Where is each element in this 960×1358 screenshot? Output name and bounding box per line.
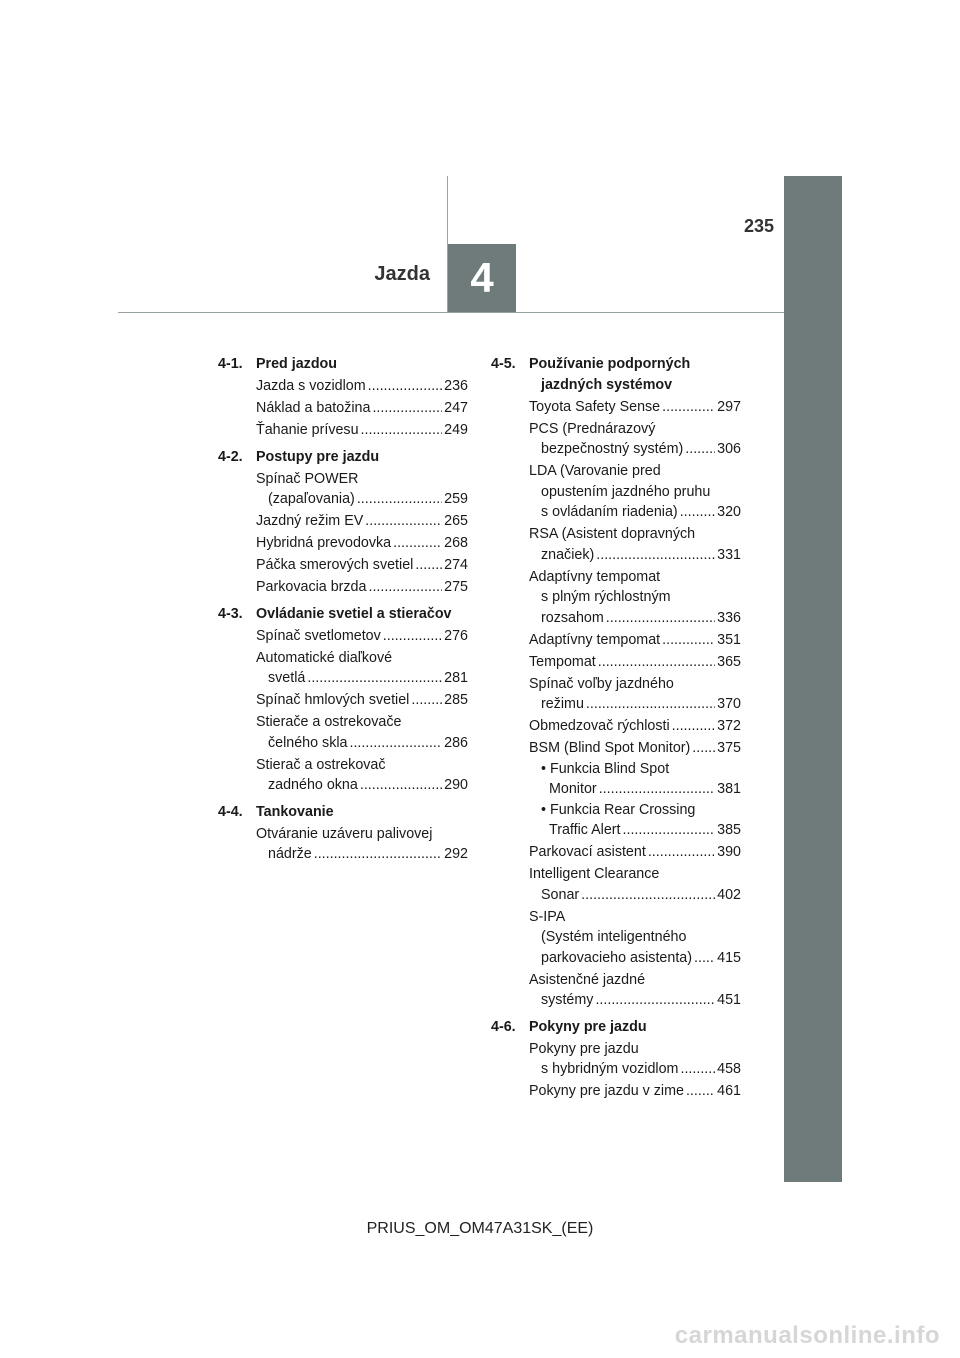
section-number: 4-6. (491, 1018, 516, 1035)
entry-title: Jazda s vozidlom (256, 378, 366, 394)
entry-page: 336 (717, 609, 741, 626)
toc-entry[interactable] (218, 469, 468, 510)
toc-section-heading[interactable] (491, 1017, 741, 1038)
entry-page: 320 (717, 504, 741, 520)
toc-entry[interactable] (218, 555, 468, 576)
entry-title: Asistenčné jazdné (529, 971, 646, 988)
entry-page: 249 (444, 422, 468, 438)
entry-title-cont: bezpečnostný systém) (541, 441, 684, 457)
entry-page: 370 (717, 696, 741, 712)
entry-title-cont: svetlá (268, 670, 306, 686)
toc-section-heading[interactable] (218, 354, 468, 375)
entry-title: Obmedzovač rýchlosti (529, 718, 670, 734)
toc-left-column (218, 354, 468, 865)
entry-title-cont: zadného okna (268, 777, 358, 793)
entry-page: 297 (717, 398, 741, 415)
entry-title-cont: rozsahom (541, 609, 604, 626)
toc-entry[interactable] (218, 626, 468, 647)
entry-title: Hybridná prevodovka (256, 535, 392, 551)
entry-page: 281 (444, 670, 468, 686)
toc-entry[interactable] (491, 716, 741, 737)
entry-title: Adaptívny tempomat (529, 631, 661, 648)
entry-title-cont: nádrže (268, 846, 312, 862)
toc-entry[interactable] (218, 398, 468, 419)
header-horizontal-rule (118, 312, 784, 313)
entry-title: BSM (Blind Spot Monitor) (529, 740, 691, 756)
entry-page: 286 (444, 734, 468, 751)
toc-entry[interactable] (218, 712, 468, 753)
entry-title: Spínač hmlových svetiel (256, 692, 410, 708)
entry-title: Stierač a ostrekovač (256, 756, 386, 773)
entry-title: Parkovacia brzda (256, 579, 367, 595)
entry-page: 274 (444, 557, 468, 573)
toc-entry[interactable] (218, 420, 468, 441)
entry-page: 306 (717, 441, 741, 457)
toc-entry[interactable] (491, 567, 741, 629)
toc-entry[interactable] (491, 461, 741, 523)
toc-entry[interactable] (491, 738, 741, 841)
entry-title: S-IPA (529, 908, 566, 925)
entry-title: RSA (Asistent dopravných (529, 526, 696, 542)
toc-entry[interactable] (491, 674, 741, 715)
section-number: 4-5. (491, 356, 516, 372)
toc-entry[interactable] (491, 630, 741, 651)
section-title-line: jazdných systémov (541, 376, 673, 393)
entry-page: 265 (444, 513, 468, 529)
entry-bullet: • Funkcia Rear Crossing (541, 801, 696, 818)
entry-title-cont: značiek) (541, 546, 595, 563)
entry-page: 276 (444, 627, 468, 644)
entry-title-cont: (zapaľovania) (268, 491, 355, 507)
entry-page: 259 (444, 491, 468, 507)
toc-entry[interactable] (491, 652, 741, 673)
toc-entry[interactable] (491, 1081, 741, 1102)
entry-page: 292 (444, 846, 468, 862)
entry-page: 381 (717, 781, 741, 797)
watermark-logo: carmanualsonline.info (674, 1322, 940, 1349)
entry-bullet: • Funkcia Blind Spot (541, 760, 670, 777)
entry-page: 351 (717, 631, 741, 648)
entry-page: 372 (717, 718, 741, 734)
entry-title: Adaptívny tempomat (529, 568, 661, 585)
entry-title-cont: (Systém inteligentného (541, 929, 687, 945)
section-title: Pokyny pre jazdu (529, 1018, 647, 1035)
toc-entry[interactable] (491, 970, 741, 1011)
entry-title: Spínač POWER (256, 470, 359, 487)
entry-page: 415 (717, 949, 741, 966)
entry-title: Pokyny pre jazdu (529, 1040, 639, 1057)
section-title: Postupy pre jazdu (256, 448, 380, 465)
toc-entry[interactable] (218, 648, 468, 689)
entry-bullet-cont: Monitor (549, 781, 597, 797)
toc-section-heading[interactable] (491, 354, 741, 395)
chapter-title: Jazda (374, 263, 430, 285)
section-title: Pred jazdou (256, 356, 338, 372)
entry-title-cont: s ovládaním riadenia) (541, 504, 678, 520)
entry-title-cont: parkovacieho asistenta) (541, 949, 692, 966)
entry-page: 461 (717, 1083, 741, 1099)
entry-title: Náklad a batožina (256, 400, 371, 416)
entry-title: Parkovací asistent (529, 844, 646, 860)
entry-title-cont: Sonar (541, 886, 580, 903)
toc-entry[interactable] (491, 842, 741, 863)
entry-title: Spínač svetlometov (256, 627, 381, 644)
entry-page: 458 (717, 1061, 741, 1077)
toc-entry[interactable] (491, 524, 741, 565)
toc-entry[interactable] (491, 419, 741, 460)
section-title: Ovládanie svetiel a stieračov (256, 605, 452, 622)
toc-entry[interactable] (491, 864, 741, 905)
section-number: 4-1. (218, 356, 243, 372)
section-title: Tankovanie (256, 803, 334, 820)
toc-entry[interactable] (218, 511, 468, 532)
entry-page: 385 (717, 822, 741, 838)
entry-title: Spínač voľby jazdného (529, 675, 674, 692)
toc-section-heading[interactable] (218, 802, 468, 823)
entry-title: Stierače a ostrekovače (256, 714, 402, 730)
document-footer: PRIUS_OM_OM47A31SK_(EE) (366, 1220, 594, 1237)
entry-title-cont: čelného skla (268, 734, 348, 751)
entry-bullet-cont: Traffic Alert (549, 822, 621, 838)
entry-title-cont: opustením jazdného pruhu (541, 483, 711, 500)
toc-entry[interactable] (491, 397, 741, 418)
entry-page: 275 (444, 579, 468, 595)
toc-entry[interactable] (218, 533, 468, 554)
entry-page: 331 (717, 546, 741, 563)
toc-entry[interactable] (491, 1039, 741, 1080)
entry-title-cont: režimu (541, 696, 584, 712)
entry-page: 247 (444, 400, 468, 416)
entry-title-cont: s plným rýchlostným (541, 589, 671, 605)
entry-title: Ťahanie prívesu (256, 422, 359, 438)
entry-title: PCS (Prednárazový (529, 420, 656, 437)
page-number: 235 (743, 216, 774, 236)
entry-page: 290 (444, 777, 468, 793)
toc-entry[interactable] (218, 824, 468, 865)
section-title-line: Používanie podporných (529, 356, 691, 372)
entry-title-cont: systémy (541, 992, 594, 1008)
entry-page: 375 (717, 740, 741, 756)
entry-title: Toyota Safety Sense (529, 398, 661, 415)
entry-title: Intelligent Clearance (529, 866, 660, 882)
section-number: 4-4. (218, 803, 243, 820)
entry-page: 451 (717, 992, 741, 1008)
entry-page: 285 (444, 692, 468, 708)
section-title (529, 354, 741, 395)
section-number: 4-3. (218, 605, 243, 622)
entry-title: Automatické diaľkové (256, 649, 393, 666)
entry-page: 402 (717, 886, 741, 903)
entry-title: Otváranie uzáveru palivovej (256, 825, 433, 842)
entry-page: 236 (444, 378, 468, 394)
toc-entry[interactable] (218, 577, 468, 598)
entry-title: Tempomat (529, 653, 596, 670)
section-number: 4-2. (218, 448, 243, 465)
toc-section-heading[interactable] (218, 604, 468, 625)
entry-title: LDA (Varovanie pred (529, 463, 661, 479)
entry-page: 268 (444, 535, 468, 551)
entry-title: Jazdný režim EV (256, 513, 364, 529)
entry-title-cont: s hybridným vozidlom (541, 1061, 679, 1077)
entry-page: 365 (717, 653, 741, 670)
toc-entry[interactable] (491, 907, 741, 969)
chapter-side-tab (784, 176, 842, 1182)
entry-page: 390 (717, 844, 741, 860)
toc-right-column (491, 354, 741, 1102)
chapter-number: 4 (470, 254, 494, 301)
chapter-number-box (448, 244, 516, 312)
entry-title: Pokyny pre jazdu v zime (529, 1083, 684, 1099)
toc-entry[interactable] (218, 690, 468, 711)
entry-title: Páčka smerových svetiel (256, 557, 414, 573)
toc-section-heading[interactable] (218, 447, 468, 468)
toc-entry[interactable] (218, 376, 468, 397)
toc-entry[interactable] (218, 755, 468, 796)
